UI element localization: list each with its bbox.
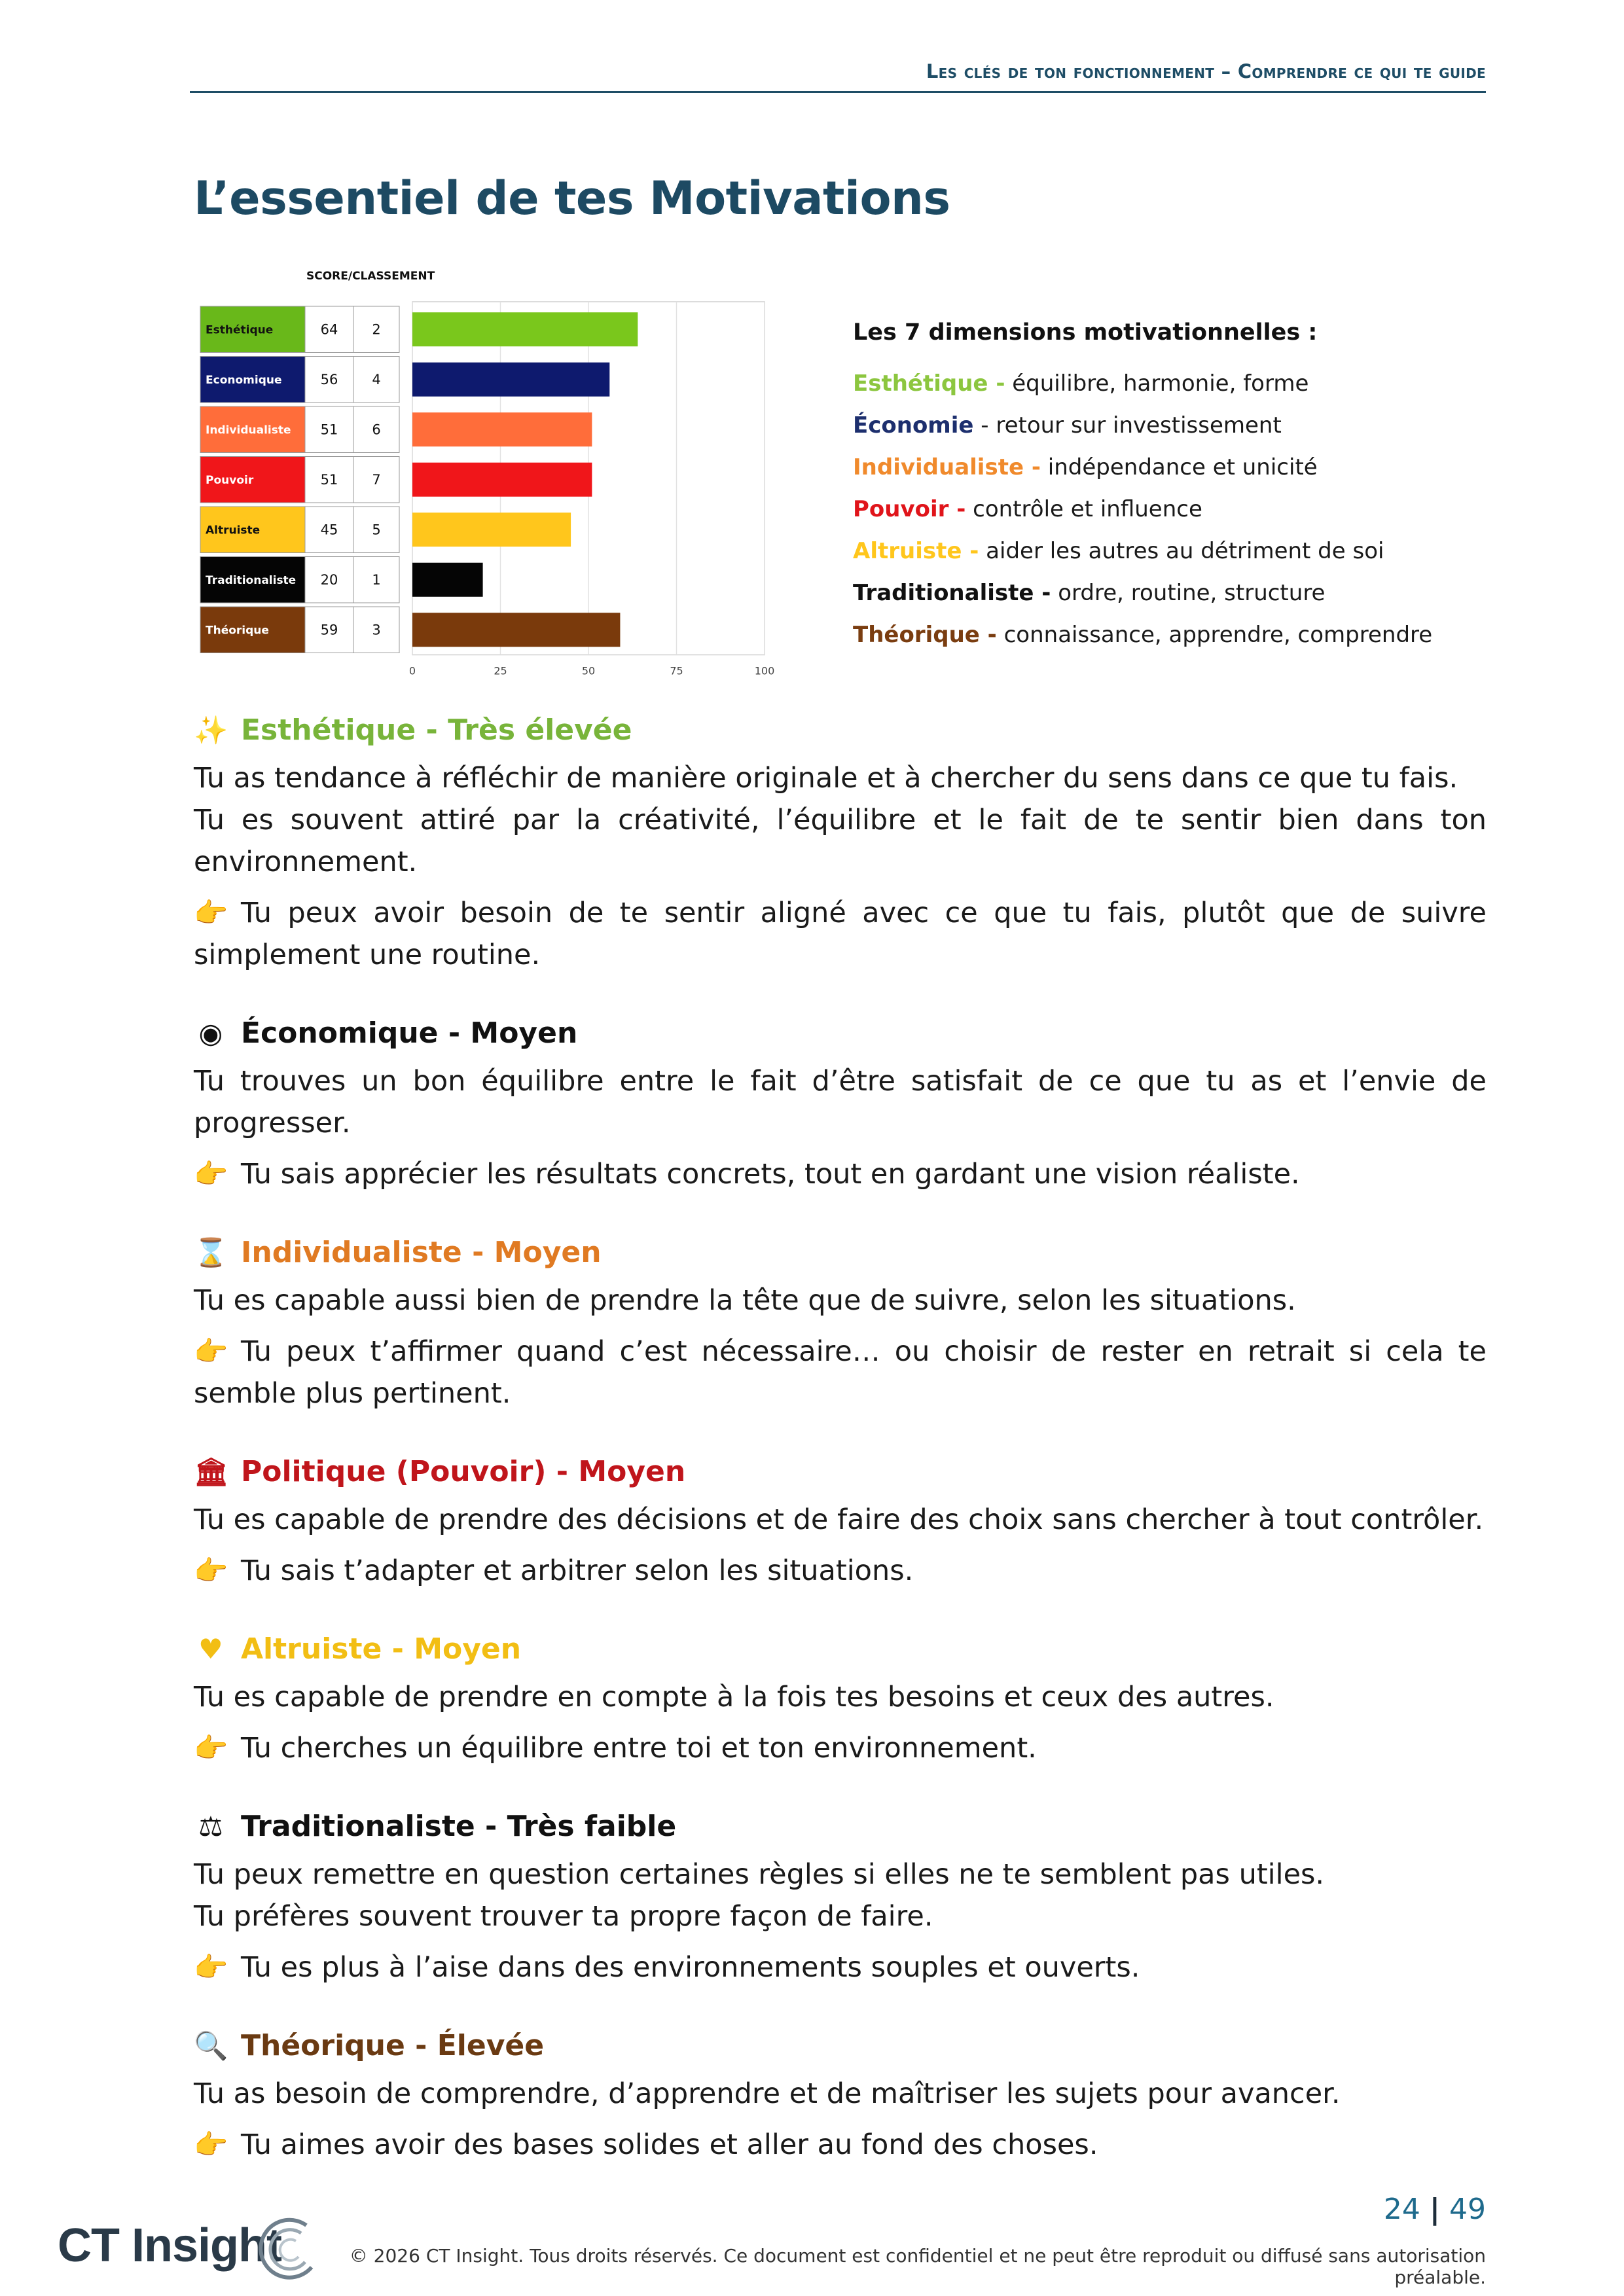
- section-heading: [194, 1016, 1487, 1050]
- section-body-line: Tu as besoin de comprendre, d’apprendre et de maîtriser les sujets pour avancer.: [194, 2077, 1341, 2110]
- sparkles-icon: ✨: [194, 713, 228, 746]
- magnifier-icon: 🔍: [194, 2029, 228, 2062]
- heart-hands-icon: ♥: [198, 1633, 223, 1665]
- page-total: 49: [1449, 2193, 1486, 2226]
- brand-swirl-icon: [249, 2211, 327, 2289]
- motivation-chart: [196, 265, 785, 684]
- chart-category-label: Pouvoir: [206, 473, 254, 487]
- page-number: [1348, 2193, 1486, 2226]
- copyright-notice: © 2026 CT Insight. Tous droits réservés. Ce document est confidentiel et ne peut être reproduit ou diffusé sans autorisation préalable.: [349, 2245, 1486, 2288]
- legend-list: [853, 363, 1494, 656]
- section-tip: [194, 1550, 1487, 1592]
- chart-category-label: Théorique: [206, 624, 269, 637]
- legend-item-name: Traditionaliste -: [853, 580, 1051, 606]
- section-body-line: Tu préfères souvent trouver ta propre façon de faire.: [194, 1900, 933, 1933]
- chart-rank-label: 6: [372, 422, 381, 438]
- chart-category-label: Altruiste: [206, 524, 261, 537]
- chart-score-label: 51: [320, 471, 338, 488]
- pointing-hand-icon: 👉: [194, 1554, 228, 1587]
- section-tip-text: Tu aimes avoir des bases solides et aller au fond des choses.: [241, 2128, 1098, 2161]
- legend-item-desc: connaissance, apprendre, comprendre: [996, 622, 1433, 648]
- motivation-sections: [194, 713, 1487, 2206]
- pointing-hand-icon: 👉: [194, 2128, 228, 2161]
- section-body-line: Tu es capable de prendre des décisions et de faire des choix sans chercher à tout contrôler.: [194, 1503, 1484, 1536]
- chart-score-label: 64: [320, 321, 338, 338]
- section-heading: [194, 1236, 1487, 1269]
- legend-item-name: Individualiste -: [853, 454, 1041, 480]
- legend-item-name: Esthétique -: [853, 370, 1005, 397]
- chart-tick-label: 50: [581, 664, 596, 677]
- balance-scale-icon: ⚖: [198, 1810, 223, 1842]
- chart-category-label: Individualiste: [206, 423, 291, 437]
- section-title: Théorique - Élevée: [241, 2029, 545, 2062]
- running-header: [190, 60, 1486, 82]
- section-heading: [194, 1455, 1487, 1488]
- motivation-section: [194, 1016, 1487, 1195]
- section-tip: [194, 2124, 1487, 2166]
- header-left: Les clés de ton fonctionnement: [926, 60, 1215, 82]
- pointing-hand-icon: 👉: [194, 1335, 228, 1367]
- page-title: L’essentiel de tes Motivations: [194, 171, 950, 225]
- legend-item-name: Économie: [853, 412, 974, 439]
- legend-item-desc: équilibre, harmonie, forme: [1005, 370, 1309, 397]
- section-tip-text: Tu peux t’affirmer quand c’est nécessaire… ou choisir de rester en retrait si cela te semble plus pertinent.: [194, 1335, 1487, 1410]
- legend-title: Les 7 dimensions motivationnelles :: [853, 319, 1318, 346]
- page-current: 24: [1383, 2193, 1420, 2226]
- chart-bar: [412, 563, 483, 597]
- chart-bar: [412, 412, 592, 446]
- chart-tick-label: 0: [408, 664, 416, 677]
- motivation-chart-svg: [196, 265, 785, 684]
- section-heading: [194, 2029, 1487, 2062]
- legend-item-desc: aider les autres au détriment de soi: [979, 538, 1384, 564]
- chart-category-label: Economique: [206, 373, 282, 387]
- chart-rank-label: 1: [372, 571, 381, 588]
- section-body-line: Tu es capable aussi bien de prendre la tête que de suivre, selon les situations.: [194, 1284, 1296, 1317]
- legend-item: [853, 363, 1494, 404]
- chart-tick-label: 25: [494, 664, 507, 677]
- legend-item: [853, 614, 1494, 656]
- brand-logo-text: CT Insight: [58, 2219, 281, 2272]
- legend-item-name: Altruiste -: [853, 538, 979, 564]
- legend-item: [853, 572, 1494, 614]
- section-tip: [194, 1331, 1487, 1414]
- section-body-line: Tu trouves un bon équilibre entre le fait d’être satisfait de ce que tu as et l’envie de progresser.: [194, 1065, 1487, 1139]
- chart-score-label: 59: [320, 622, 338, 638]
- chart-tick-label: 100: [754, 664, 775, 677]
- chart-score-label: 51: [320, 422, 338, 438]
- motivation-section: [194, 1236, 1487, 1414]
- section-title: Politique (Pouvoir) - Moyen: [241, 1455, 686, 1488]
- legend-item: [853, 488, 1494, 530]
- section-title: Économique - Moyen: [241, 1016, 578, 1050]
- section-heading: [194, 1810, 1487, 1843]
- header-dash: –: [1221, 60, 1231, 82]
- motivation-section: [194, 1455, 1487, 1592]
- section-title: Individualiste - Moyen: [241, 1236, 602, 1269]
- section-title: Altruiste - Moyen: [241, 1632, 522, 1666]
- legend-item: [853, 446, 1494, 488]
- page-separator: |: [1429, 2193, 1440, 2226]
- chart-category-label: Esthétique: [206, 323, 274, 337]
- pointing-hand-icon: 👉: [194, 1732, 228, 1764]
- section-tip-text: Tu es plus à l’aise dans des environnements souples et ouverts.: [241, 1951, 1140, 1984]
- legend-item-name: Théorique -: [853, 622, 997, 648]
- section-title: Esthétique - Très élevée: [241, 713, 632, 747]
- chart-bar: [412, 363, 609, 397]
- legend-item-desc: ordre, routine, structure: [1051, 580, 1326, 606]
- chart-rank-label: 5: [372, 522, 381, 538]
- legend-item-desc: indépendance et unicité: [1040, 454, 1318, 480]
- section-body-line: Tu as tendance à réfléchir de manière originale et à chercher du sens dans ce que tu fais.: [194, 762, 1458, 795]
- section-tip: [194, 1153, 1487, 1195]
- chart-score-label: 56: [320, 371, 338, 387]
- legend-item-desc: - retour sur investissement: [973, 412, 1282, 439]
- chart-bar: [412, 312, 638, 346]
- section-tip: [194, 892, 1487, 976]
- header-rule: [190, 91, 1486, 93]
- pointing-hand-icon: 👉: [194, 1951, 228, 1983]
- legend-item-desc: contrôle et influence: [965, 496, 1202, 522]
- section-tip-text: Tu cherches un équilibre entre toi et ton environnement.: [241, 1732, 1037, 1765]
- chart-rank-label: 3: [372, 622, 381, 638]
- chart-bar: [412, 463, 592, 497]
- section-heading: [194, 713, 1487, 747]
- chart-rank-label: 7: [372, 471, 381, 488]
- section-heading: [194, 1632, 1487, 1666]
- chart-category-label: Traditionaliste: [206, 573, 297, 587]
- chart-score-label: 20: [320, 571, 338, 588]
- trophy-icon: ⌛: [194, 1236, 228, 1268]
- motivation-section: [194, 1810, 1487, 1988]
- chart-rank-label: 2: [372, 321, 381, 338]
- section-tip-text: Tu sais apprécier les résultats concrets, tout en gardant une vision réaliste.: [241, 1158, 1300, 1191]
- header-right: Comprendre ce qui te guide: [1237, 60, 1486, 82]
- classical-building-icon: 🏛: [194, 1455, 229, 1488]
- legend-item-name: Pouvoir -: [853, 496, 966, 522]
- chart-bar: [412, 613, 620, 647]
- section-tip-text: Tu sais t’adapter et arbitrer selon les situations.: [241, 1554, 914, 1587]
- motivation-section: [194, 2029, 1487, 2166]
- motivation-section: [194, 1632, 1487, 1769]
- chart-bar: [412, 512, 571, 547]
- legend-item: [853, 404, 1494, 446]
- pointing-hand-icon: 👉: [194, 1158, 228, 1190]
- section-tip: [194, 1946, 1487, 1988]
- chart-score-label: 45: [320, 522, 338, 538]
- chart-title: SCORE/CLASSEMENT: [306, 270, 435, 283]
- coin-icon: ◉: [198, 1017, 223, 1049]
- section-title: Traditionaliste - Très faible: [241, 1810, 677, 1843]
- section-tip-text: Tu peux avoir besoin de te sentir aligné avec ce que tu fais, plutôt que de suivre simplement une routine.: [194, 897, 1487, 971]
- chart-tick-label: 75: [670, 664, 683, 677]
- dimensions-legend: [853, 319, 1494, 656]
- pointing-hand-icon: 👉: [194, 897, 228, 929]
- section-body-line: Tu peux remettre en question certaines règles si elles ne te semblent pas utiles.: [194, 1858, 1325, 1891]
- chart-rank-label: 4: [372, 371, 381, 387]
- section-body-line: Tu es capable de prendre en compte à la fois tes besoins et ceux des autres.: [194, 1681, 1274, 1713]
- legend-item: [853, 530, 1494, 572]
- section-tip: [194, 1727, 1487, 1769]
- motivation-section: [194, 713, 1487, 976]
- section-body-line: Tu es souvent attiré par la créativité, l’équilibre et le fait de te sentir bien dans ton environnement.: [194, 804, 1487, 878]
